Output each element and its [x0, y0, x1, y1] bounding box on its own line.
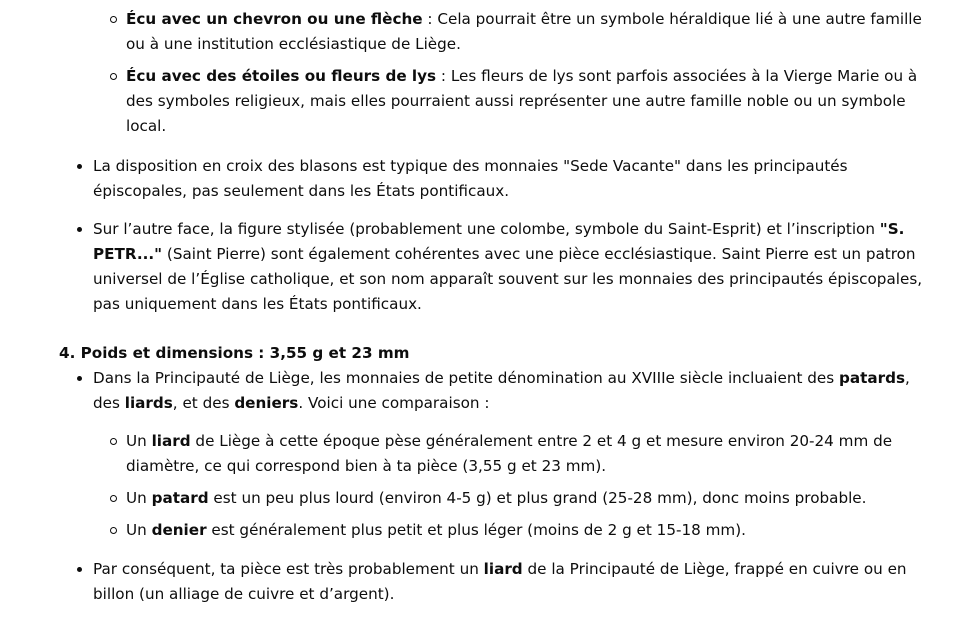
- section4-list: [93, 366, 923, 416]
- arguments-list: [93, 154, 923, 317]
- list-item: Écu avec un chevron ou une flèche : Cela pourrait être un symbole héraldique lié à une autre famille ou à une institution ecclésiastique de Liège.: [126, 7, 926, 57]
- conclusion-list: [93, 557, 923, 607]
- section-heading: 4. Poids et dimensions : 3,55 g et 23 mm: [59, 344, 410, 362]
- list-item: La disposition en croix des blasons est typique des monnaies "Sede Vacante" dans les principautés épiscopales, pas seulement dans les États pontificaux.: [93, 154, 923, 204]
- list-item: Sur l’autre face, la figure stylisée (probablement une colombe, symbole du Saint-Esprit) et l’inscription "S. PETR..." (Saint Pierre) sont également cohérentes avec une pièce ecclésiastique. Saint Pierre est un patron universel de l’Église catholique, et son nom apparaît souvent sur les monnaies des principautés épiscopales, pas uniquement dans les États pontificaux.: [93, 217, 923, 317]
- blason-list: [126, 7, 926, 139]
- list-item: Un patard est un peu plus lourd (environ 4-5 g) et plus grand (25-28 mm), donc moins probable.: [126, 486, 926, 511]
- list-item: Écu avec des étoiles ou fleurs de lys : Les fleurs de lys sont parfois associées à la Vierge Marie ou à des symboles religieux, mais elles pourraient aussi représenter une autre famille noble ou un symbole local.: [126, 64, 926, 139]
- list-item: Un denier est généralement plus petit et plus léger (moins de 2 g et 15-18 mm).: [126, 518, 926, 543]
- comparison-list: [126, 429, 926, 543]
- list-item: Dans la Principauté de Liège, les monnaies de petite dénomination au XVIIIe siècle incluaient des patards, des liards, et des deniers. Voici une comparaison :: [93, 366, 923, 416]
- list-item: Un liard de Liège à cette époque pèse généralement entre 2 et 4 g et mesure environ 20-24 mm de diamètre, ce qui correspond bien à ta pièce (3,55 g et 23 mm).: [126, 429, 926, 479]
- list-item: Par conséquent, ta pièce est très probablement un liard de la Principauté de Liège, frappé en cuivre ou en billon (un alliage de cuivre et d’argent).: [93, 557, 923, 607]
